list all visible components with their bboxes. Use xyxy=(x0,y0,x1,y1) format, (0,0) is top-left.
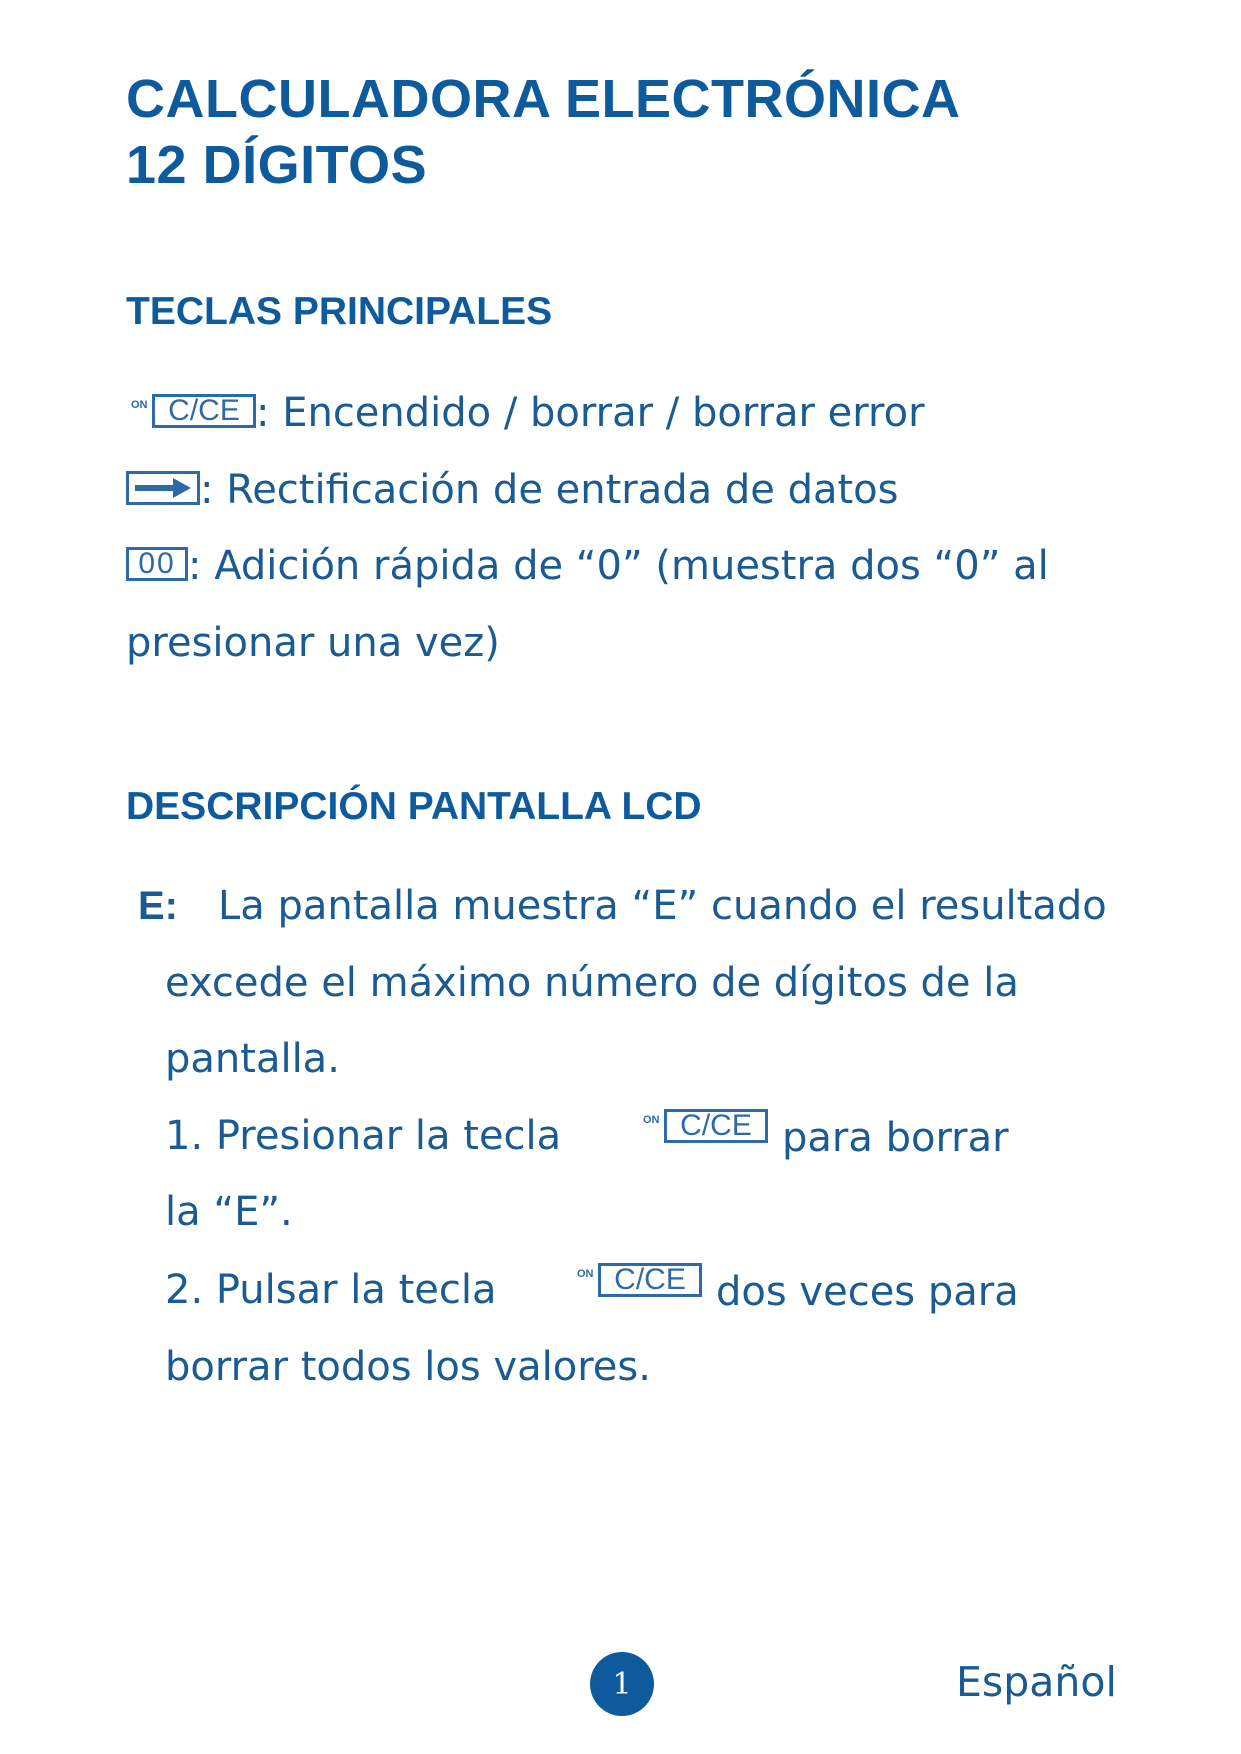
step-1-cont: la “E”. xyxy=(165,1189,293,1235)
key-item-double-zero xyxy=(126,541,1049,591)
double-zero-key-icon xyxy=(126,547,188,581)
right-arrow-key-icon xyxy=(126,471,200,505)
lcd-e-description xyxy=(138,881,1107,931)
language-label: Español xyxy=(956,1658,1117,1706)
key-item-arrow xyxy=(126,465,898,515)
cce-key-icon xyxy=(131,394,256,428)
step-2-cce-key-label: C/CE xyxy=(614,1263,686,1296)
lcd-e-text-2: excede el máximo número de dígitos de la xyxy=(165,960,1019,1006)
lcd-e-text-1: La pantalla muestra “E” cuando el resultado xyxy=(218,883,1107,929)
step-1 xyxy=(165,1111,561,1161)
step-1-text: 1. Presionar la tecla xyxy=(165,1113,562,1159)
document-title xyxy=(126,66,960,198)
step-2-cce-key-icon xyxy=(577,1263,702,1297)
title-line-1: CALCULADORA ELECTRÓNICA xyxy=(126,69,961,129)
step-2-on-label: ON xyxy=(577,1268,594,1280)
step-2 xyxy=(165,1265,497,1315)
key-item-double-zero-text: : Adición rápida de “0” (muestra dos “0” al xyxy=(188,543,1049,589)
step-1-cce-key-icon xyxy=(643,1109,768,1143)
step-2-text: 2. Pulsar la tecla xyxy=(165,1267,497,1313)
page-number-badge: 1 xyxy=(590,1652,654,1716)
cce-key-label: C/CE xyxy=(168,394,240,427)
double-zero-key-label: 00 xyxy=(138,547,176,580)
key-item-arrow-text: : Rectificación de entrada de datos xyxy=(200,467,899,513)
key-item-double-zero-cont: presionar una vez) xyxy=(126,620,500,666)
key-item-cce-text: : Encendido / borrar / borrar error xyxy=(256,390,925,436)
step-1-on-label: ON xyxy=(643,1114,660,1126)
lcd-e-label: E: xyxy=(138,884,178,928)
step-1-after-text: para borrar xyxy=(782,1115,1009,1161)
lcd-heading: DESCRIPCIÓN PANTALLA LCD xyxy=(126,785,702,828)
step-2-after-text: dos veces para xyxy=(716,1269,1019,1315)
step-2-cont: borrar todos los valores. xyxy=(165,1344,651,1390)
lcd-e-text-3: pantalla. xyxy=(165,1036,340,1082)
on-label: ON xyxy=(131,399,148,411)
key-item-cce xyxy=(131,388,925,438)
keys-heading: TECLAS PRINCIPALES xyxy=(126,290,553,333)
step-1-cce-key-label: C/CE xyxy=(680,1109,752,1142)
title-line-2: 12 DÍGITOS xyxy=(126,135,428,195)
